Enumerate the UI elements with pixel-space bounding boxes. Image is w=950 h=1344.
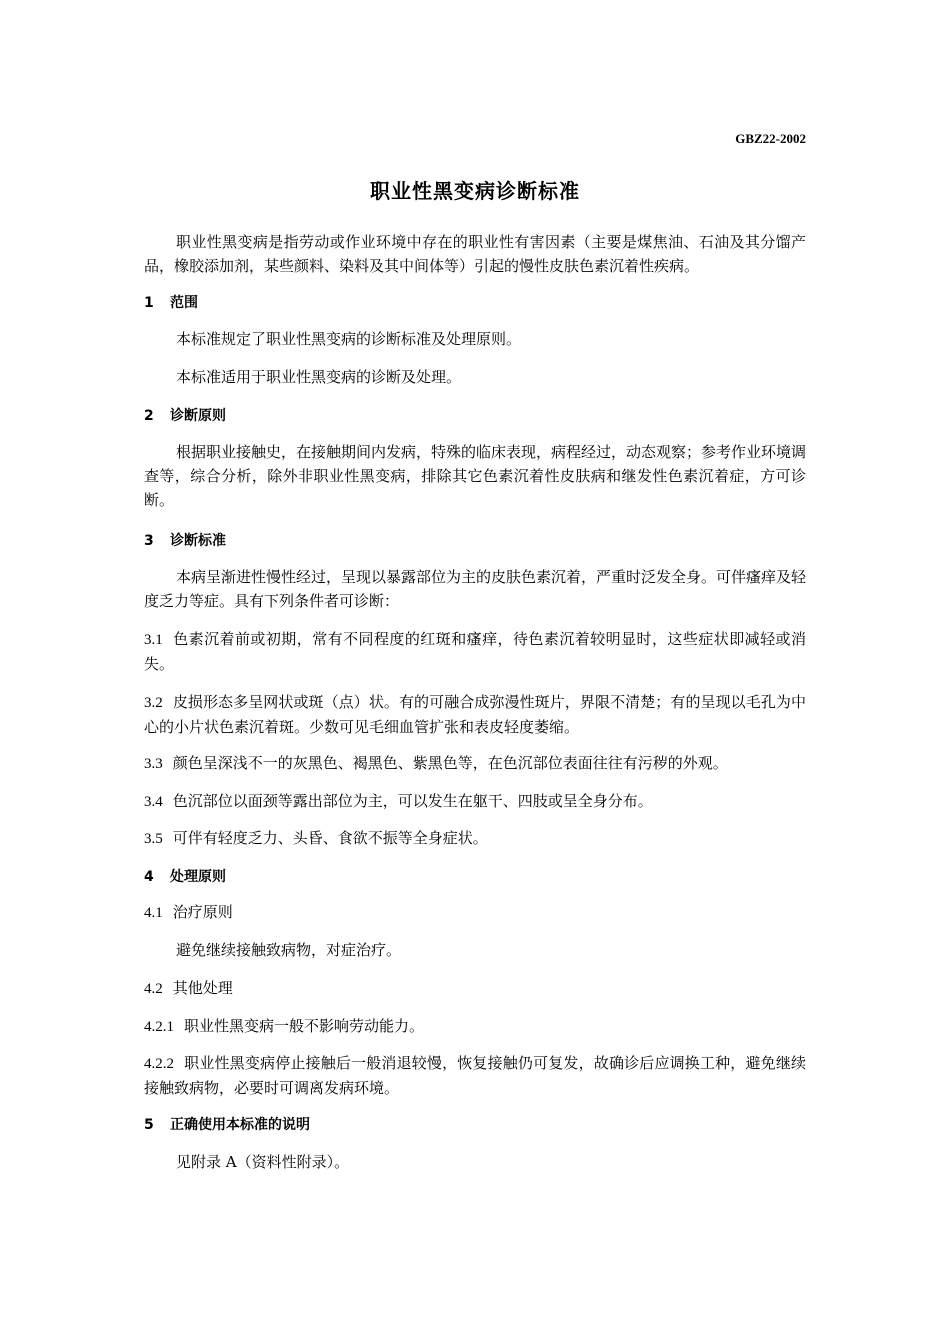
document-title: 职业性黑变病诊断标准 bbox=[370, 179, 580, 203]
section-number: 5 bbox=[144, 1117, 154, 1133]
section-3-paragraph: 本病呈渐进性慢性经过，呈现以暴露部位为主的皮肤色素沉着，严重时泛发全身。可伴瘙痒及轻度乏力等症。具有下列条件者可诊断： bbox=[144, 568, 807, 610]
section-1-paragraph-2: 本标准适用于职业性黑变病的诊断及处理。 bbox=[176, 368, 462, 386]
section-4-heading bbox=[144, 866, 226, 886]
section-3-heading bbox=[144, 530, 226, 550]
clause-4-2-1 bbox=[144, 1014, 806, 1039]
standard-code: GBZ22-2002 bbox=[735, 131, 806, 146]
clause-3-4 bbox=[144, 789, 806, 814]
section-title: 正确使用本标准的说明 bbox=[170, 1117, 310, 1133]
clause-4-2-2 bbox=[144, 1051, 806, 1100]
section-1-heading bbox=[144, 292, 198, 312]
clause-text: 皮损形态多呈网状或斑（点）状。有的可融合成弥漫性斑片，界限不清楚；有的呈现以毛孔为中心的小片状色素沉着斑。少数可见毛细血管扩张和表皮轻度萎缩。 bbox=[144, 693, 806, 736]
clause-3-3 bbox=[144, 751, 806, 776]
clause-text: 职业性黑变病停止接触后一般消退较慢，恢复接触仍可复发，故确诊后应调换工种，避免继续接触致病物，必要时可调离发病环境。 bbox=[144, 1054, 806, 1097]
section-number: 1 bbox=[144, 295, 154, 311]
section-1-paragraph-1: 本标准规定了职业性黑变病的诊断标准及处理原则。 bbox=[176, 330, 522, 348]
section-title: 范围 bbox=[170, 295, 198, 311]
clause-text: 色素沉着前或初期，常有不同程度的红斑和瘙痒，待色素沉着较明显时，这些症状即减轻或消失。 bbox=[144, 630, 806, 673]
section-number: 4 bbox=[144, 869, 154, 885]
clause-text: 可伴有轻度乏力、头昏、食欲不振等全身症状。 bbox=[172, 829, 488, 847]
clause-text: 治疗原则 bbox=[172, 903, 233, 921]
section-number: 2 bbox=[144, 408, 154, 424]
clause-4-1 bbox=[144, 900, 806, 925]
section-title: 处理原则 bbox=[170, 869, 226, 885]
clause-number: 3.2 bbox=[144, 695, 163, 711]
intro-paragraph: 职业性黑变病是指劳动或作业环境中存在的职业性有害因素（主要是煤焦油、石油及其分馏产品，橡胶添加剂，某些颜料、染料及其中间体等）引起的慢性皮肤色素沉着性疾病。 bbox=[144, 233, 806, 275]
clause-number: 3.4 bbox=[144, 794, 163, 810]
clause-text: 色沉部位以面颈等露出部位为主，可以发生在躯干、四肢或呈全身分布。 bbox=[172, 792, 653, 810]
clause-text: 其他处理 bbox=[172, 979, 233, 997]
clause-4-2 bbox=[144, 976, 806, 1001]
clause-3-2 bbox=[144, 690, 806, 739]
section-2-paragraph: 根据职业接触史，在接触期间内发病，特殊的临床表现，病程经过，动态观察；参考作业环境调查等，综合分析，除外非职业性黑变病，排除其它色素沉着性皮肤病和继发性色素沉着症，方可诊断。 bbox=[144, 443, 807, 509]
clause-3-5 bbox=[144, 826, 806, 851]
clause-number: 3.3 bbox=[144, 756, 163, 772]
clause-text: 颜色呈深浅不一的灰黑色、褐黑色、紫黑色等，在色沉部位表面往往有污秽的外观。 bbox=[172, 754, 728, 772]
section-5-paragraph: 见附录 A（资料性附录）。 bbox=[176, 1153, 350, 1171]
clause-number: 3.5 bbox=[144, 831, 163, 847]
section-5-heading bbox=[144, 1114, 310, 1134]
section-4-1-paragraph: 避免继续接触致病物，对症治疗。 bbox=[176, 941, 402, 959]
clause-3-1 bbox=[144, 627, 806, 676]
section-title: 诊断标准 bbox=[170, 533, 226, 549]
clause-number: 4.2 bbox=[144, 981, 163, 997]
clause-text: 职业性黑变病一般不影响劳动能力。 bbox=[184, 1017, 425, 1035]
section-2-heading bbox=[144, 405, 226, 425]
clause-number: 3.1 bbox=[144, 632, 163, 648]
clause-number: 4.1 bbox=[144, 905, 163, 921]
section-number: 3 bbox=[144, 533, 154, 549]
section-title: 诊断原则 bbox=[170, 408, 226, 424]
clause-number: 4.2.2 bbox=[144, 1056, 174, 1072]
clause-number: 4.2.1 bbox=[144, 1019, 174, 1035]
